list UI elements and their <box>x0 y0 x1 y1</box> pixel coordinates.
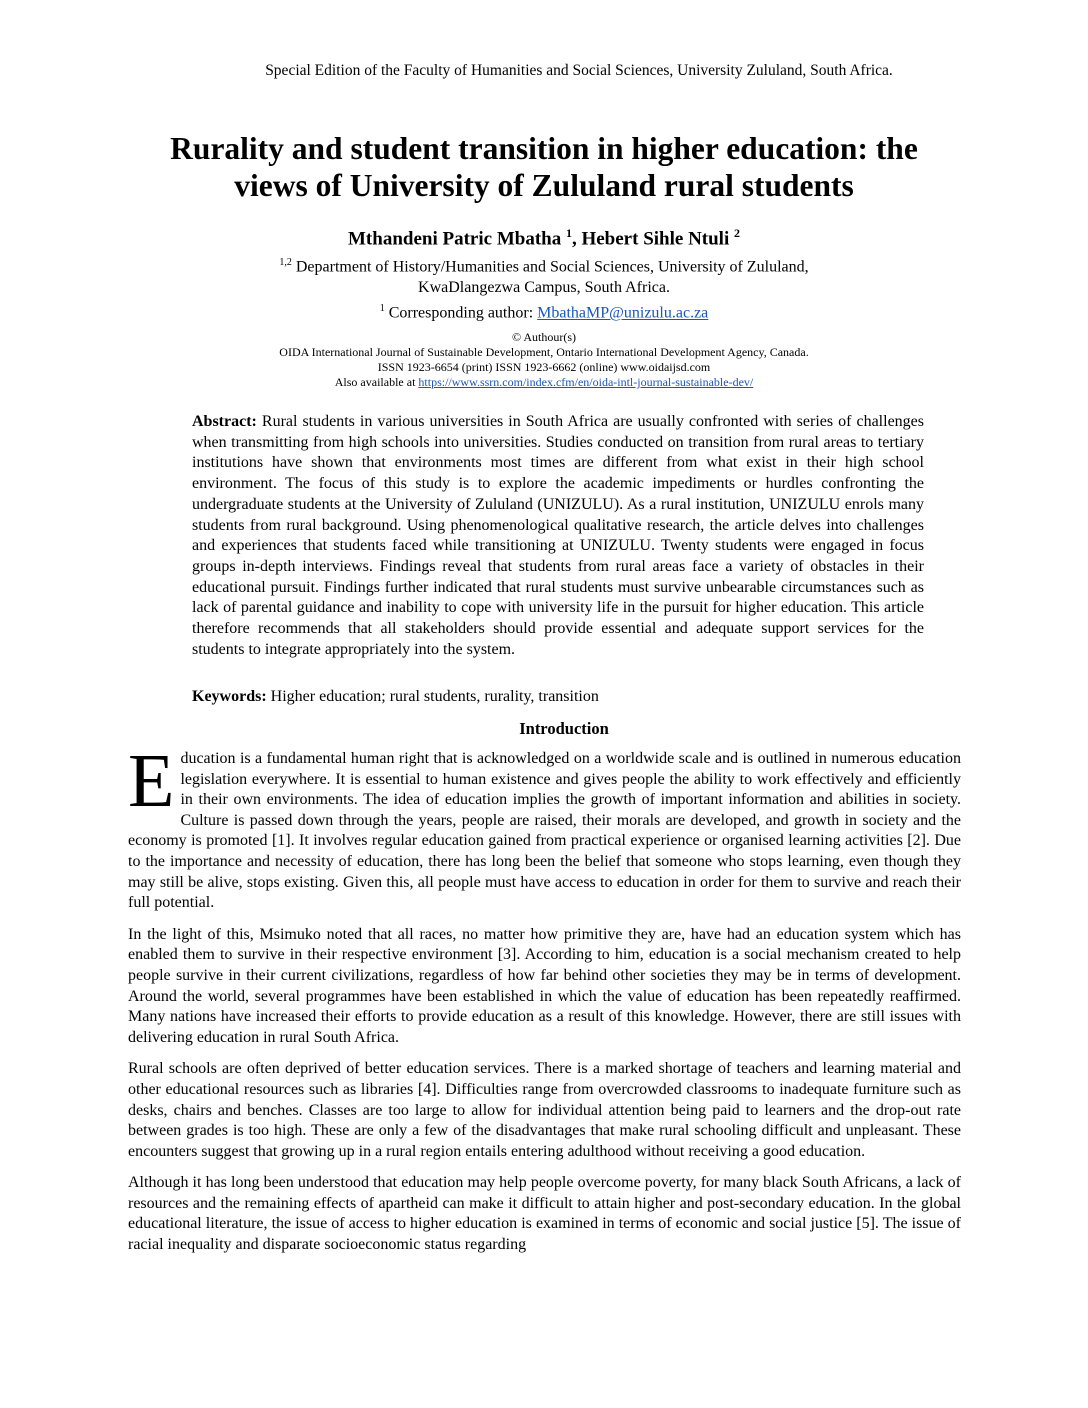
affiliation-block <box>100 252 988 324</box>
publication-info <box>100 330 988 390</box>
copyright-line: © Authour(s) <box>511 330 577 344</box>
abstract-text: Rural students in various universities in South Africa are usually confronted with series of challenges when transmitting from high schools into universities. Studies conducted on transition from rural areas to tertiary institutions have shown that environments most times are different from what exist in their high school environment. The focus of this study is to explore the academic impediments or hurdles confronting the undergraduate students at the University of Zululand (UNIZULU). As a rural institution, UNIZULU enrols many students from rural background. Using phenomenological qualitative research, the article delves into challenges and experiences that students faced while transitioning at UNIZULU. Twenty students were engaged in focus groups in-depth interviews. Findings reveal that students from rural areas face a variety of obstacles in their educational pursuit. Findings further indicated that rural students must survive unbearable circumstances such as lack of parental guidance and inability to cope with university life in the pursuit for higher education. This article therefore recommends that all stakeholders should provide essential and adequate support services for the students to integrate appropriately into the system. <box>192 413 924 658</box>
affiliation-sup: 1,2 <box>279 257 292 268</box>
section-heading-introduction: Introduction <box>519 719 609 738</box>
journal-line: OIDA International Journal of Sustainable Development, Ontario International Development Agency, Canada. <box>279 345 809 359</box>
paper-title <box>100 130 988 204</box>
introduction-body <box>128 739 961 1267</box>
paragraph-2: In the light of this, Msimuko noted that all races, no matter how primitive they are, have had an education system which has enabled them to survive in their respective environment [3]. According to him, education is a social mechanism created to help people survive in their current civilizations, regardless of how far behind other societies they may be in terms of development. Around the world, several programmes have been established in which the value of education has been repeatedly reaffirmed. Many nations have increased their efforts to provide education as a result of this knowledge. However, there are still issues with delivering education in rural South Africa. <box>128 925 961 1046</box>
author-separator: , <box>571 228 577 250</box>
corresponding-label: Corresponding author: <box>384 304 538 322</box>
author-2: Hebert Sihle Ntuli <box>581 228 730 250</box>
author-list <box>100 226 988 250</box>
keywords <box>192 688 924 706</box>
title-line-1: Rurality and student transition in higher education: the <box>170 131 918 166</box>
issn-line: ISSN 1923-6654 (print) ISSN 1923-6662 (online) www.oidaijsd.com <box>377 360 711 374</box>
affiliation-line-1: Department of History/Humanities and Social Sciences, University of Zululand, <box>291 258 809 276</box>
paragraph-4: Although it has long been understood that education may help people overcome poverty, for many black South Africans, a lack of resources and the remaining effects of apartheid can make it difficult to attain higher and post-secondary education. In the global educational literature, the issue of access to higher education is examined in terms of economic and social justice [5]. The issue of racial inequality and disparate socioeconomic status regarding <box>128 1174 961 1254</box>
drop-cap: E <box>128 739 175 823</box>
author-2-affil: 2 <box>734 226 740 240</box>
paragraph-1-text: ducation is a fundamental human right that is acknowledged on a worldwide scale and is outlined in numerous education legislation everywhere. It is essential to human existence and gives people the ability to work effectively and efficiently in their own environments. The idea of education implies the growth of important information and abilities in society. Culture is passed down through the years, people are raised, their morals are developed, and growth in society and the economy is promoted [1]. It involves regular education gained from practical experience or organised learning activities [2]. Due to the importance and necessity of education, there has long been the belief that someone who stops learning, even though they may still be alive, stops existing. Given this, all people must have access to education in order for them to survive and reach their full potential. <box>128 750 961 912</box>
abstract <box>192 412 924 660</box>
corresponding-email-link[interactable]: MbathaMP@unizulu.ac.za <box>537 304 709 322</box>
ssrn-link[interactable]: https://www.ssrn.com/index.cfm/en/oida-intl-journal-sustainable-dev/ <box>418 375 754 389</box>
affiliation-line-2: KwaDlangezwa Campus, South Africa. <box>418 279 670 297</box>
keywords-text: Higher education; rural students, rurality, transition <box>266 688 599 705</box>
running-header: Special Edition of the Faculty of Humanities and Social Sciences, University Zululand, South Africa. <box>265 62 893 79</box>
author-1: Mthandeni Patric Mbatha <box>348 228 562 250</box>
also-available-label: Also available at <box>334 375 419 389</box>
paragraph-1 <box>128 739 961 914</box>
paragraph-3: Rural schools are often deprived of better education services. There is a marked shortage of teachers and learning material and other educational resources such as libraries [4]. Difficulties range from overcrowded classrooms to inadequate furniture such as desks, chairs and benches. Classes are too large to allow for individual attention being paid to learners and the drop-out rate between grades is too high. These are only a few of the disadvantages that make rural schooling difficult and unpleasant. These encounters suggest that growing up in a rural region entails entering adulthood without receiving a good education. <box>128 1060 961 1160</box>
title-line-2: views of University of Zululand rural students <box>234 168 854 203</box>
corresponding-sup: 1 <box>379 303 385 315</box>
author-1-affil: 1 <box>565 226 572 240</box>
keywords-label: Keywords: <box>192 688 267 705</box>
abstract-label: Abstract: <box>192 413 257 430</box>
